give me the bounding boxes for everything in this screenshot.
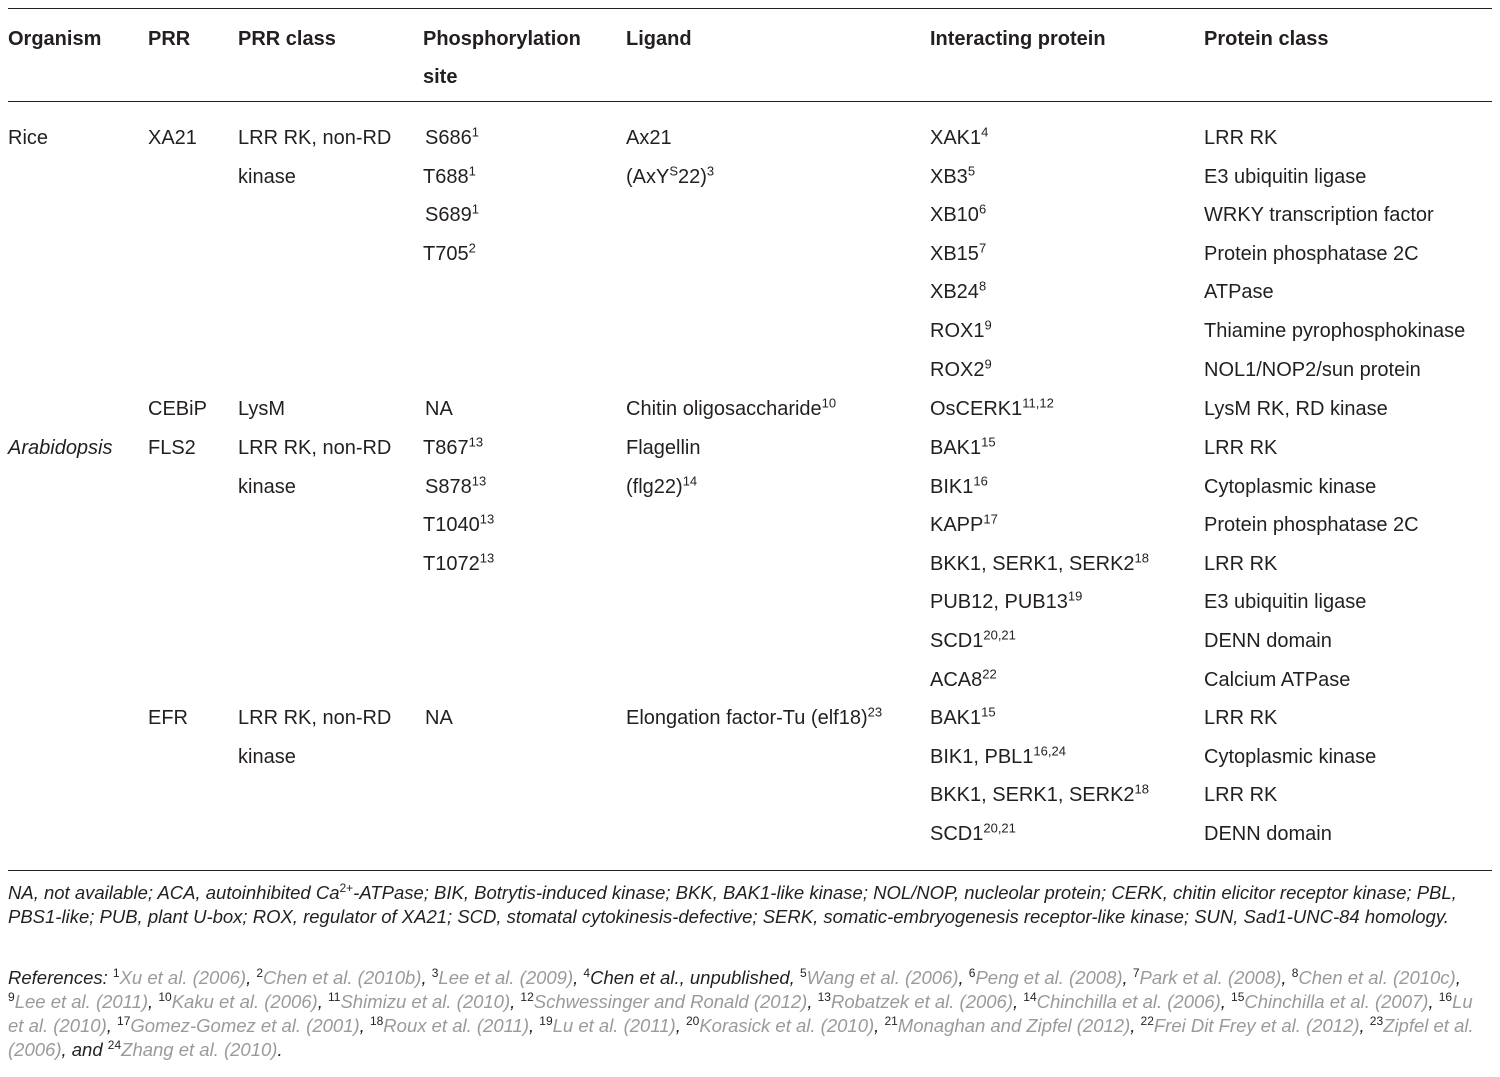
header-prr-class: PRR class <box>238 28 336 50</box>
reference-link[interactable]: Schwessinger and Ronald (2012) <box>533 991 808 1012</box>
cell-text: T1040 <box>423 514 480 537</box>
reference-number: 15 <box>1231 989 1245 1004</box>
protein-class-cell: Calcium ATPase <box>1204 668 1351 691</box>
reference-separator: . <box>277 1039 283 1060</box>
reference-separator: , <box>789 967 795 988</box>
cell-text: PUB12, PUB13 <box>930 591 1068 614</box>
interacting-protein-cell <box>930 318 992 344</box>
cell-text: T705 <box>423 242 469 265</box>
phosphorylation-site-cell <box>425 202 479 228</box>
prr-cell: XA21 <box>148 127 197 149</box>
phosphorylation-site-cell <box>425 474 486 500</box>
reference-superscript: 9 <box>984 317 992 333</box>
reference-superscript: 18 <box>1134 550 1150 566</box>
ligand-cell <box>626 125 672 151</box>
header-ligand: Ligand <box>626 28 692 50</box>
protein-class-cell: WRKY transcription factor <box>1204 204 1434 227</box>
organism-cell: Arabidopsis <box>8 437 113 459</box>
reference-superscript: 20,21 <box>983 627 1016 643</box>
reference-number: 14 <box>1023 989 1037 1004</box>
reference-number: 6 <box>968 965 976 980</box>
cell-text: S686 <box>425 127 472 149</box>
phosphorylation-site-cell <box>425 705 453 731</box>
phosphorylation-site-cell <box>423 512 494 538</box>
cell-text: Flagellin <box>626 437 701 459</box>
protein-class-cell: Cytoplasmic kinase <box>1204 745 1377 768</box>
cell-text: (flg22) <box>626 475 683 498</box>
cell-text: XB10 <box>930 204 979 227</box>
interacting-protein-cell <box>930 821 1016 847</box>
reference-number: 2 <box>256 965 264 980</box>
header-phosphorylation-line1: Phosphorylation <box>423 28 581 50</box>
ligand-cell <box>626 396 836 422</box>
reference-link[interactable]: Xu et al. (2006) <box>119 967 247 988</box>
protein-class-cell: LRR RK <box>1204 437 1278 459</box>
protein-class-cell: DENN domain <box>1204 822 1332 845</box>
reference-link[interactable]: Wang et al. (2006) <box>806 967 959 988</box>
reference-separator: , <box>1281 967 1287 988</box>
reference-superscript: 22 <box>982 665 997 681</box>
prr-class-cell: LysM <box>238 398 286 420</box>
reference-separator: , <box>1130 1015 1136 1036</box>
reference-number: 19 <box>539 1013 553 1028</box>
prr-cell: FLS2 <box>148 437 196 459</box>
cell-text: NA <box>425 707 453 729</box>
prr-class-cell: kinase <box>238 475 296 498</box>
cell-text: BAK1 <box>930 437 982 459</box>
cell-text: BIK1, PBL1 <box>930 745 1034 768</box>
cell-text: NA <box>425 398 453 420</box>
reference-superscript: 1 <box>471 124 479 140</box>
phosphorylation-site-cell <box>425 125 479 151</box>
reference-number: 4 <box>583 965 591 980</box>
reference-number: 7 <box>1132 965 1140 980</box>
reference-superscript: 23 <box>867 704 883 720</box>
reference-superscript: 16 <box>973 472 988 488</box>
reference-link[interactable]: Korasick et al. (2010) <box>699 1015 875 1036</box>
interacting-protein-cell <box>930 782 1149 808</box>
header-prr: PRR <box>148 28 191 50</box>
cell-text: 22) <box>678 165 707 188</box>
reference-link[interactable]: Lee et al. (2009) <box>438 967 574 988</box>
reference-number: 10 <box>158 989 172 1004</box>
protein-class-cell: ATPase <box>1204 281 1274 304</box>
cell-text: OsCERK1 <box>930 398 1023 420</box>
organism-cell: Rice <box>8 127 49 149</box>
reference-superscript: 16,24 <box>1033 742 1066 758</box>
reference-number: 8 <box>1291 965 1299 980</box>
cell-text: ROX1 <box>930 320 985 342</box>
reference-superscript: 1 <box>471 201 479 217</box>
prr-class-cell: kinase <box>238 165 296 188</box>
reference-separator: , <box>1122 967 1128 988</box>
reference-link[interactable]: Chen et al. (2010c) <box>1298 967 1456 988</box>
cell-text: BKK1, SERK1, SERK2 <box>930 784 1135 807</box>
reference-number: 3 <box>431 965 439 980</box>
reference-link[interactable]: Shimizu et al. (2010) <box>340 991 511 1012</box>
reference-separator: , <box>359 1015 365 1036</box>
footnote-references <box>8 966 1492 1062</box>
reference-number: 18 <box>369 1013 384 1028</box>
reference-link[interactable]: Lu et al. (2011) <box>552 1015 676 1036</box>
reference-link[interactable]: Park et al. (2008) <box>1139 967 1282 988</box>
interacting-protein-cell <box>930 512 998 538</box>
reference-separator: , <box>807 991 813 1012</box>
cell-text: (AxY <box>626 165 670 188</box>
reference-link[interactable]: Chen et al. (2010b) <box>263 967 422 988</box>
reference-number: 16 <box>1438 989 1453 1004</box>
prr-class-cell: LRR RK, non-RD <box>238 437 392 459</box>
reference-separator: , <box>1220 991 1226 1012</box>
reference-number: 11 <box>328 989 341 1004</box>
cell-text: S878 <box>425 475 472 498</box>
reference-superscript: 13 <box>468 434 484 450</box>
ligand-cell <box>626 705 882 731</box>
cell-text: Chitin oligosaccharide <box>626 398 822 420</box>
reference-separator: , <box>106 1015 112 1036</box>
protein-class-cell: LysM RK, RD kinase <box>1204 398 1388 420</box>
interacting-protein-cell <box>930 125 988 151</box>
reference-separator: , <box>1428 991 1434 1012</box>
prr-class-cell: LRR RK, non-RD <box>238 127 392 149</box>
cell-text: BAK1 <box>930 707 982 729</box>
reference-link[interactable]: Peng et al. (2008) <box>975 967 1123 988</box>
reference-separator: , <box>317 991 323 1012</box>
interacting-protein-cell <box>930 589 1082 615</box>
reference-link[interactable]: Robatzek et al. (2006) <box>830 991 1014 1012</box>
cell-text: ROX2 <box>930 358 985 381</box>
header-interacting-protein: Interacting protein <box>930 28 1106 50</box>
reference-number: 12 <box>520 989 534 1004</box>
reference-superscript: 11,12 <box>1022 395 1054 411</box>
reference-link[interactable]: Chinchilla et al. (2007) <box>1244 991 1429 1012</box>
interacting-protein-cell <box>930 744 1066 770</box>
references-label: References: <box>8 967 108 988</box>
cell-text: S689 <box>425 204 472 227</box>
reference-link[interactable]: Zipfel et al. (2006) <box>8 1015 1474 1060</box>
reference-superscript: 18 <box>1134 781 1150 797</box>
prr-class-cell: kinase <box>238 745 296 768</box>
reference-number: 17 <box>117 1013 131 1028</box>
interacting-protein-cell <box>930 202 986 228</box>
interacting-protein-cell <box>930 357 992 383</box>
reference-superscript: 15 <box>981 434 996 450</box>
cell-text: SCD1 <box>930 630 984 652</box>
reference-number: 1 <box>112 965 120 980</box>
reference-separator: , <box>1013 991 1019 1012</box>
interacting-protein-cell <box>930 628 1016 654</box>
interacting-protein-cell <box>930 667 997 693</box>
table-bottom-rule <box>8 870 1492 871</box>
reference-number: 9 <box>8 989 15 1004</box>
header-phosphorylation-line2: site <box>423 66 458 88</box>
abbrev-text-2: -ATPase; BIK, Botrytis-induced kinase; BKK, BAK1-like kinase; NOL/NOP, nucleolar protein; CERK, chitin elicitor receptor kinase; PBL, PBS1-like; PUB, plant U-box; ROX, regulator of XA21; SCD, stomatal cytokinesis-defective; SERK, somatic-embryogenesis receptor-like kinase; SUN, Sad1-UNC-84 homology. <box>8 882 1457 927</box>
phosphorylation-site-cell <box>423 435 483 461</box>
reference-superscript: 13 <box>479 550 495 566</box>
interacting-protein-cell <box>930 705 996 731</box>
phosphorylation-site-cell <box>423 551 494 577</box>
reference-link[interactable]: Chinchilla et al. (2006) <box>1036 991 1221 1012</box>
protein-class-cell: LRR RK <box>1204 707 1278 729</box>
reference-separator: , <box>874 1015 880 1036</box>
cell-text: XAK1 <box>930 127 982 149</box>
reference-link[interactable]: Lu et al. (2010) <box>8 991 1473 1036</box>
protein-class-cell: Protein phosphatase 2C <box>1204 242 1419 265</box>
interacting-protein-cell <box>930 396 1054 422</box>
reference-separator: , <box>246 967 252 988</box>
cell-text: ACA8 <box>930 668 983 691</box>
abbrev-superscript: 2+ <box>339 880 354 895</box>
protein-class-cell: E3 ubiquitin ligase <box>1204 591 1367 614</box>
reference-superscript: 6 <box>978 201 987 217</box>
ligand-cell <box>626 164 714 190</box>
reference-superscript: 13 <box>471 472 487 488</box>
reference-number: 24 <box>107 1037 122 1052</box>
interacting-protein-cell <box>930 164 975 190</box>
interacting-protein-cell <box>930 241 986 267</box>
protein-class-cell: DENN domain <box>1204 630 1332 652</box>
phosphorylation-site-cell <box>425 396 453 422</box>
reference-superscript: 15 <box>981 704 996 720</box>
reference-link[interactable]: Frei Dit Frey et al. (2012) <box>1153 1015 1360 1036</box>
cell-text: BKK1, SERK1, SERK2 <box>930 552 1135 575</box>
interacting-protein-cell <box>930 474 988 500</box>
reference-superscript: 2 <box>468 240 476 256</box>
reference-superscript: 13 <box>479 511 495 527</box>
ligand-cell <box>626 474 697 500</box>
reference-number: 20 <box>685 1013 700 1028</box>
cell-text: T688 <box>423 165 469 188</box>
reference-number: 21 <box>884 1013 898 1028</box>
protein-class-cell: NOL1/NOP2/sun protein <box>1204 358 1421 381</box>
prr-class-cell: LRR RK, non-RD <box>238 707 392 729</box>
reference-superscript: 4 <box>981 124 989 140</box>
reference-number: 13 <box>817 989 831 1004</box>
cell-text: SCD1 <box>930 822 984 845</box>
reference-number: 22 <box>1140 1013 1154 1028</box>
cell-text: T1072 <box>423 552 480 575</box>
table-header-rule <box>8 101 1492 102</box>
reference-separator: , <box>573 967 579 988</box>
reference-separator: , <box>958 967 964 988</box>
reference-link[interactable]: Gomez-Gomez et al. (2001) <box>130 1015 360 1036</box>
cell-text: XB24 <box>930 281 979 304</box>
reference-superscript: 3 <box>706 162 715 178</box>
interacting-protein-cell <box>930 279 986 305</box>
interacting-protein-cell <box>930 435 996 461</box>
reference-separator: , <box>148 991 154 1012</box>
reference-superscript: 14 <box>682 472 698 488</box>
prr-cell: CEBiP <box>148 398 207 420</box>
protein-class-cell: Thiamine pyrophosphokinase <box>1204 320 1466 342</box>
prr-cell: EFR <box>148 707 188 729</box>
reference-separator: , <box>1359 1015 1365 1036</box>
reference-separator: , <box>510 991 516 1012</box>
phosphorylation-site-cell <box>423 164 476 190</box>
protein-class-cell: Cytoplasmic kinase <box>1204 475 1377 498</box>
reference-superscript: 1 <box>468 162 476 178</box>
reference-number: 23 <box>1369 1013 1384 1028</box>
reference-separator: , <box>61 1039 67 1060</box>
cell-text: KAPP <box>930 514 984 537</box>
reference-number: 5 <box>799 965 807 980</box>
cell-text: XB15 <box>930 242 979 265</box>
table-top-rule <box>8 8 1492 9</box>
reference-superscript: 10 <box>821 395 837 411</box>
reference-link[interactable]: Roux et al. (2011) <box>383 1015 529 1036</box>
footnote-abbreviations <box>8 881 1492 929</box>
phosphorylation-site-cell <box>423 241 476 267</box>
interacting-protein-cell <box>930 551 1149 577</box>
ligand-cell <box>626 435 700 461</box>
reference-text: Chen et al., unpublished <box>590 967 790 988</box>
reference-superscript: S <box>669 162 679 178</box>
header-protein-class: Protein class <box>1204 28 1329 50</box>
reference-separator: , <box>1455 967 1461 988</box>
cell-text: Ax21 <box>626 127 672 149</box>
protein-class-cell: LRR RK <box>1204 127 1278 149</box>
reference-link[interactable]: Zhang et al. (2010) <box>121 1039 278 1060</box>
cell-text: XB3 <box>930 165 968 188</box>
cell-text: BIK1 <box>930 475 974 498</box>
reference-separator: , <box>528 1015 535 1036</box>
protein-class-cell: E3 ubiquitin ligase <box>1204 165 1367 188</box>
reference-link[interactable]: Lee et al. (2011) <box>14 991 149 1012</box>
reference-link[interactable]: Kaku et al. (2006) <box>171 991 318 1012</box>
reference-superscript: 17 <box>983 511 998 527</box>
protein-class-cell: LRR RK <box>1204 552 1278 575</box>
reference-superscript: 7 <box>978 240 987 256</box>
header-organism: Organism <box>8 28 102 50</box>
reference-separator: , <box>675 1015 681 1036</box>
protein-class-cell: Protein phosphatase 2C <box>1204 514 1419 537</box>
reference-superscript: 5 <box>967 162 976 178</box>
abbrev-text-1: NA, not available; ACA, autoinhibited Ca <box>8 882 340 903</box>
reference-link[interactable]: Monaghan and Zipfel (2012) <box>897 1015 1131 1036</box>
reference-superscript: 20,21 <box>983 820 1016 836</box>
cell-text: Elongation factor-Tu (elf18) <box>626 707 868 729</box>
cell-text: T867 <box>423 437 469 459</box>
protein-class-cell: LRR RK <box>1204 784 1278 807</box>
reference-superscript: 19 <box>1067 588 1083 604</box>
references-and: and <box>71 1039 108 1060</box>
reference-separator: , <box>421 967 427 988</box>
reference-superscript: 9 <box>984 355 992 371</box>
reference-superscript: 8 <box>978 278 987 294</box>
